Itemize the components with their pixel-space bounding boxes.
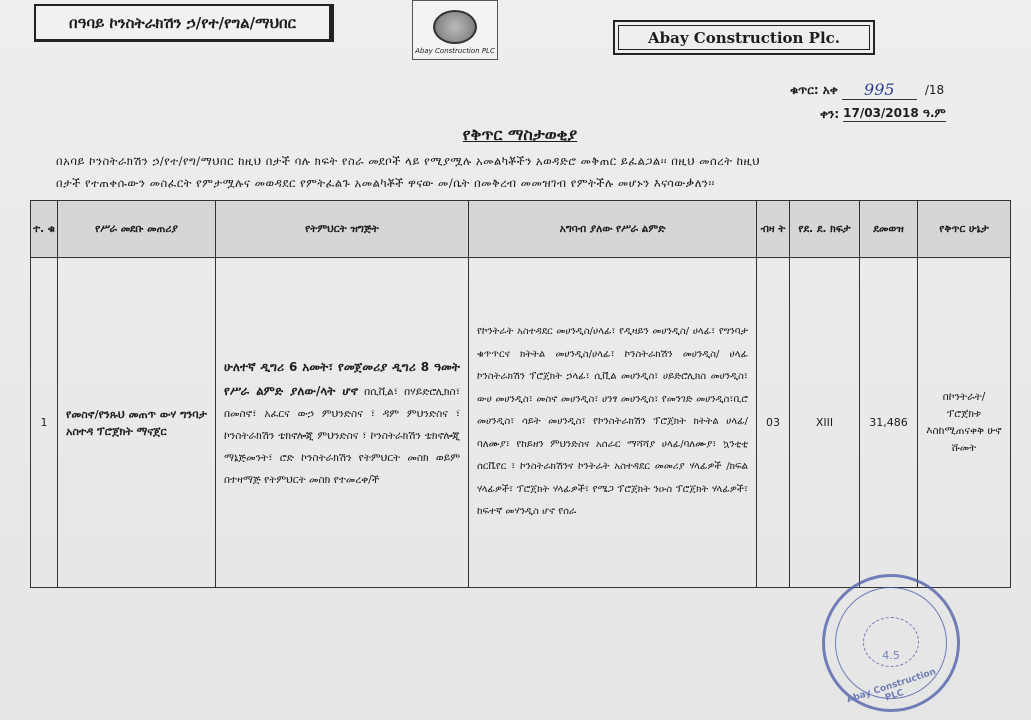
- intro-paragraph: [56, 150, 991, 194]
- header-no: ተ. ቁ: [31, 201, 58, 258]
- stamp-center-text: 4.5: [882, 649, 900, 662]
- header-job-title: የሥራ መደቡ መጠሪያ: [58, 201, 216, 258]
- header-salary: ደመወዝ: [860, 201, 918, 258]
- cell-education: [216, 258, 469, 588]
- company-name-amharic: በዓባይ ኮንስትራክሽን ኃ/የተ/የግል/ማህበር: [69, 13, 296, 32]
- header-grade: የደ. ደ. ክፍታ: [790, 201, 860, 258]
- company-name-amharic-box: [34, 4, 334, 42]
- cell-job-title: የመስኖ/የንጹህ መጠጥ ውሃ ግንባታ አስተዳ ፕሮጀክት ማናጀር: [58, 258, 216, 588]
- company-logo: [412, 0, 498, 60]
- header-quantity: ብዛ ት: [757, 201, 790, 258]
- document-date: [820, 105, 990, 123]
- cell-status: በኮንትራት/ ፕሮጀክቱ እስከሚጠናቀቅ ሁኖ ሹመት: [918, 258, 1011, 588]
- vacancy-table: [30, 200, 1011, 588]
- company-stamp: [822, 574, 960, 712]
- cell-quantity: 03: [757, 258, 790, 588]
- education-body: በሲቪል፣ በሃይድሮሊክስ፣ በመስኖ፣ አፈርና ውኃ ምህንድስና ፣ ዳም ምህንድስና ፣ ኮንስትራክሽን ቴክኖሎጂ ምህንድስና ፣ ኮንስትራክሽን ቴክኖሎጂ ማኔጅመንት፣ ሮድ ኮንስትራክሽን የትምህርት መስክ ወይም በተዛማጅ የትምህርት መስክ የተመረቀ/ች: [224, 385, 461, 486]
- company-name-english-box: [613, 20, 875, 55]
- intro-line: በአባይ ኮንስትራክሽን ኃ/የተ/የግ/ማህበር ከዚህ በታች ባሉ ክፍት የስራ መደቦች ላይ የሚያሟሉ አመልካቾችን አወዳድሮ መቅጠር ይፈልጋል፡፡ በዚህ መሰረት ከዚህ: [56, 154, 761, 168]
- education-lead: ሁለተኛ ዲግሪ 6 አመት፣ የመጀመሪያ ዲግሪ 8 ዓመት የሥራ ልምድ ያለው/ላት ሆኖ: [224, 359, 460, 398]
- reference-label: ቁጥር:: [790, 82, 819, 97]
- reference-number: [790, 80, 990, 100]
- cell-experience: የኮንትራት አስተዳደር መሀንዲስ/ሀላፊ፣ የዲዛይን መሀንዲስ/ ሀላፊ፣ የግንባታ ቁጥጥርና ክትትል መሀንዲስ/ሀላፊ፣ ኮንስትራክሽን መሀንዲስ/ ሀላፊ ኮንስትራክሽን ፕሮጀክት ኃላፊ፣ ሲቪል መሀንዲስ፣ ሀይድሮሊክስ መሀንዲስ፣ ውሀ መሀንዲስ፣ መስኖ መሀንዲስ፣ ሀንፃ መሀንዲስ፣ የመንገድ መሀንዲስ፣ቢሮ መሀንዲስ፣ ሳይት መሀንዲስ፣ የኮንስትራክሽን ፕሮጀክት ክትትል ሀላፊ/ ባለሙያ፣ የከይዘን ምህንድስና አሰራር ማሻሻያ ሀላፊ/ባለሙያ፣ ኳንቲቲ ሰርቬየር ፣ ኮንስትራክሽንና ኮንትራት አስተዳደር መመሪያ ሃላፊዎች /ክፍል ሃላፊዎች፣ ፕሮጀክት ሃላፊዎች፣ የሜጋ ፕሮጀክት ንዑስ ፕሮጀክት ሃላፊዎች፣ ከፍተኛ መሃንዲስ ሆኖ የሰራ: [469, 258, 757, 588]
- cell-no: 1: [31, 258, 58, 588]
- stamp-text: Abay Construction PLC: [845, 667, 938, 706]
- cell-grade: XIII: [790, 258, 860, 588]
- table-row: [31, 258, 1011, 588]
- reference-suffix: /18: [924, 83, 945, 97]
- logo-emblem-icon: [433, 10, 477, 44]
- header-experience: አግባብ ያለው የሥራ ልምድ: [469, 201, 757, 258]
- reference-prefix: አቀ: [822, 82, 838, 97]
- stamp-center: [863, 617, 919, 667]
- logo-caption: Abay Construction PLC: [415, 47, 495, 55]
- company-name-english: Abay Construction Plc.: [647, 28, 841, 47]
- header-education: የትምህርት ዝግጅት: [216, 201, 469, 258]
- intro-line: በታች የተጠቀሱውን መስፈርት የምታሟሉና መወዳደር የምትፈልጉ አመልካቾች ዋናው መ/ቤት በመቅረብ መመዝገብ የምትችሉ መሆኑን እናሳውቃለን፡፡: [56, 176, 715, 190]
- header-status: የቅጥር ሁኔታ: [918, 201, 1011, 258]
- cell-salary: 31,486: [860, 258, 918, 588]
- table-header-row: [31, 201, 1011, 258]
- date-label: ቀን:: [820, 106, 840, 121]
- date-value: 17/03/2018 ዓ.ም: [843, 106, 946, 120]
- reference-handwritten-number: 995: [842, 80, 917, 100]
- document-title: የቅጥር ማስታወቂያ: [462, 125, 578, 144]
